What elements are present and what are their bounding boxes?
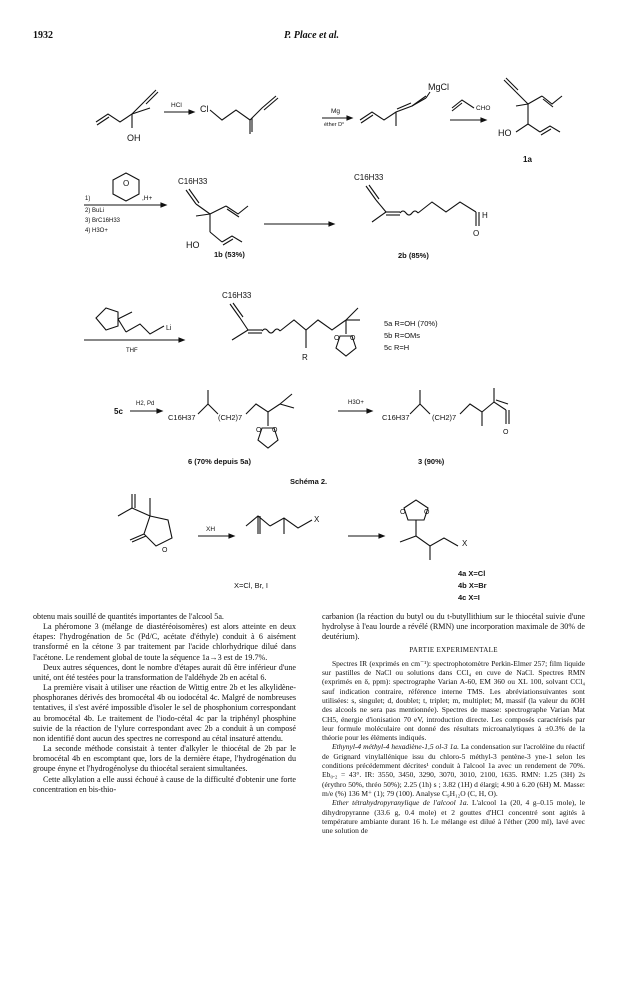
dihydropyran <box>113 173 153 202</box>
label-5c-start: 5c <box>114 407 123 416</box>
product-4a: 4a X=Cl <box>458 569 486 578</box>
plus-h: ,H+ <box>142 195 153 202</box>
left-para-2: La phéromone 3 (mélange de diastéréoisomères) est alors atteinte en deux étapes: l'hydrogénation de 5c (Pd/C, acétate d'éthyle) conduit à 6 aisément transformé en la cétone 3 par traitement par l'acide chlorhydrique dilué dans l'acétone. Le rendement global de toute la séquence 1a→3 est de 19.7%. <box>33 622 296 662</box>
reagent-step-3: 3) BrC16H33 <box>85 218 121 224</box>
compound-1a <box>498 78 562 164</box>
compound-4 <box>400 500 468 560</box>
entry-thp <box>322 798 585 835</box>
label-oh: OH <box>127 133 141 143</box>
left-para-5: La seconde méthode consistait à tenter d'alkyler le thiocétal de 2b par le bromocétal 4b en escomptant que, lors de la dernière étape, l'hydrogénation du groupe ényne et l'hydrogénolyse du thiocétal seraient simultanées. <box>33 744 296 774</box>
label-o-4b: O <box>424 509 430 516</box>
products-4 <box>458 569 487 602</box>
left-para-4: La première visait à utiliser une réaction de Wittig entre 2b et les alkylidène-phosphoranes dérivés des bromocétal 4b ou iodocétal 4c. Malgré de nombreuses tentatives, il s'est avéré impossible d'isoler le sel de phosphonium correspondant au bromocétal 4b. Le traitement de l'iodo-cétal 4c par la triphényl phosphine suivie de la réaction de l'ylure correspondant avec 2b a conduit à un composé non identifié dont aucun des spectres ne correspond au cétal insaturé attendu. <box>33 683 296 743</box>
products-5 <box>384 319 438 352</box>
reagent-list <box>85 196 121 234</box>
label-x-ketone: X <box>314 515 320 524</box>
compound-grignard <box>360 82 449 126</box>
product-4c: 4c X=I <box>458 593 480 602</box>
chain-c16h37-3: C16H37 <box>382 413 410 422</box>
reagent-xh: XH <box>206 526 216 533</box>
compound-2b <box>354 173 488 260</box>
label-o-6b: O <box>272 427 278 434</box>
label-cho: CHO <box>476 105 491 112</box>
ch2-6: (CH2)7 <box>218 413 243 422</box>
chain-c16h37-6: C16H37 <box>168 413 196 422</box>
lactone-start <box>118 494 172 554</box>
reagent-mg: Mg <box>331 108 341 115</box>
label-o-6a: O <box>256 427 262 434</box>
label-cl: Cl <box>200 104 209 114</box>
label-2b: 2b (85%) <box>398 251 429 260</box>
running-head-author: P. Place et al. <box>283 30 340 41</box>
product-5a: 5a R=OH (70%) <box>384 319 438 328</box>
label-o-5b: O <box>350 335 356 342</box>
entry-1a <box>322 742 585 798</box>
reagent-solvent: éther D° <box>324 122 345 128</box>
page-number: 1932 <box>33 30 53 41</box>
label-o-dhp: O <box>123 179 130 188</box>
label-ho-1a: HO <box>498 128 512 138</box>
label-1b: 1b (53%) <box>214 250 245 259</box>
compound-chloride <box>200 96 278 134</box>
label-ho-1b: HO <box>186 240 200 250</box>
label-li: Li <box>166 325 172 332</box>
product-5c: 5c R=H <box>384 343 410 352</box>
label-6: 6 (70% depuis 5a) <box>188 457 251 466</box>
lithium-reagent <box>96 308 172 334</box>
right-column <box>322 612 585 835</box>
chain-c16h33-2b: C16H33 <box>354 173 384 182</box>
compound-5 <box>222 291 360 362</box>
label-o-4a: O <box>400 509 406 516</box>
label-r: R <box>302 353 308 362</box>
entry-1a-title: Ethynyl-4 méthyl-4 hexadiène-1,5 ol-3 1a. <box>332 742 459 752</box>
right-intro: carbanion (la réaction du butyl ou du t-butyllithium sur le thiocétal suivie d'une hydrolyse à l'eau lourde a révélé (RMN) une incorporation maximale de 30% de deutérium). <box>322 612 585 642</box>
label-o-2b: O <box>473 229 480 238</box>
scheme-title: Schéma 2. <box>290 477 328 486</box>
label-o-lactone: O <box>162 547 168 554</box>
right-para-methods: Spectres IR (exprimés en cm⁻¹): spectrophotomètre Perkin-Elmer 257; film liquide sur pastilles de NaCl ou solutions dans CCl₄ en cuve de NaCl. Spectres RMN (exprimés en δ, ppm): spectrographe Varian A-60, EM 360 ou XL 100, solvant CCl₄ sauf indication contraire, référence interne TMS. Les abréviationsuivantes sont utilisées: s, singulet; d, doublet; t, triplet; m, multiplet; M, massif (la valeur du δOH des alcools ne sera pas mentionnée). Spectres de masse: spectrographe Varian Mat CH5, énergie d'ionisation 70 eV, introduction directe. Les composés caractérisés par leur formule moléculaire ont donné des résultats microanalytiques à ±0.3% de la théorie pour les éléments indiqués. <box>322 658 585 743</box>
entry-thp-text: L'alcool 1a (20, 4 g–0.15 mole), le dihydropyranne (33.6 g, 0.4 mole) et 2 gouttes d'HCl concentré sont agités à température ambiante durant 16 h. Le mélange est dilué à l'éther (200 ml), lavé avec une solution de <box>322 798 586 836</box>
left-column <box>33 612 296 795</box>
compound-6 <box>168 390 294 466</box>
label-mgcl: MgCl <box>428 82 450 92</box>
product-4b: 4b X=Br <box>458 581 487 590</box>
reagent-step-4: 4) H3O+ <box>85 228 108 234</box>
chain-c16h33-5: C16H33 <box>222 291 252 300</box>
chain-c16h33-1b: C16H33 <box>178 177 208 186</box>
entry-thp-title: Ether tétrahydropyranylique de l'alcool 1a. <box>332 798 469 808</box>
ch2-3: (CH2)7 <box>432 413 457 422</box>
reagent-h2pd: H2, Pd <box>136 401 155 407</box>
label-1a: 1a <box>523 155 532 164</box>
label-3: 3 (90%) <box>418 457 445 466</box>
left-para-1: obtenu mais souillé de quantités importantes de l'alcool 5a. <box>33 612 224 621</box>
reagent-thf: THF <box>126 348 138 354</box>
compound-ethynyl-alcohol <box>96 90 158 143</box>
reagent-hcl: HCl <box>171 102 182 109</box>
left-para-3: Deux autres séquences, dont le nombre d'étapes aurait dû être inférieur d'une unité, ont été testées pour la transformation de l'aldéhyde 2b en acétal 6. <box>33 662 296 682</box>
x-values: X=Cl, Br, I <box>234 581 268 590</box>
label-x-4: X <box>462 539 468 548</box>
compound-1b <box>178 177 248 259</box>
label-h-2b: H <box>482 211 488 220</box>
label-o-5a: O <box>334 335 340 342</box>
reagent-h3o: H3O+ <box>348 400 364 406</box>
reagent-step-2: 2) BuLi <box>85 208 105 214</box>
compound-3 <box>382 388 509 466</box>
halo-ketone <box>246 515 320 534</box>
left-para-6: Cette alkylation a elle aussi échoué à cause de la difficulté d'obtenir une forte concentration en bis-thio- <box>33 774 296 794</box>
acrolein <box>452 100 490 112</box>
product-5b: 5b R=OMs <box>384 331 421 340</box>
entry-1a-text: La condensation sur l'acroléine du réactif de Grignard vinylallénique issu du chloro-5 méthyl-3 pentène-3 yne-1 selon les conditions précédemment décrites¹ conduit à l'alcool 1a avec un rendement de 70%. Eb₀.₂ = 43°. IR: 3550, 3450, 3290, 3070, 3010, 2100, 1635. RMN: 1.25 (3H) 2s (érythro 50%, thréo 50%); 2.25 (1h) s ; 3.82 (1H) d élargi; 4.90 à 6.20 (6H) M. Masse: m/e (%) 136 M⁺ (1); 79 (100). Analyse C₉H₁₂O (C, H, O). <box>322 742 585 798</box>
label-o-3: O <box>503 429 509 436</box>
reagent-step-1: 1) <box>85 196 91 202</box>
section-title: PARTIE EXPERIMENTALE <box>409 646 498 655</box>
